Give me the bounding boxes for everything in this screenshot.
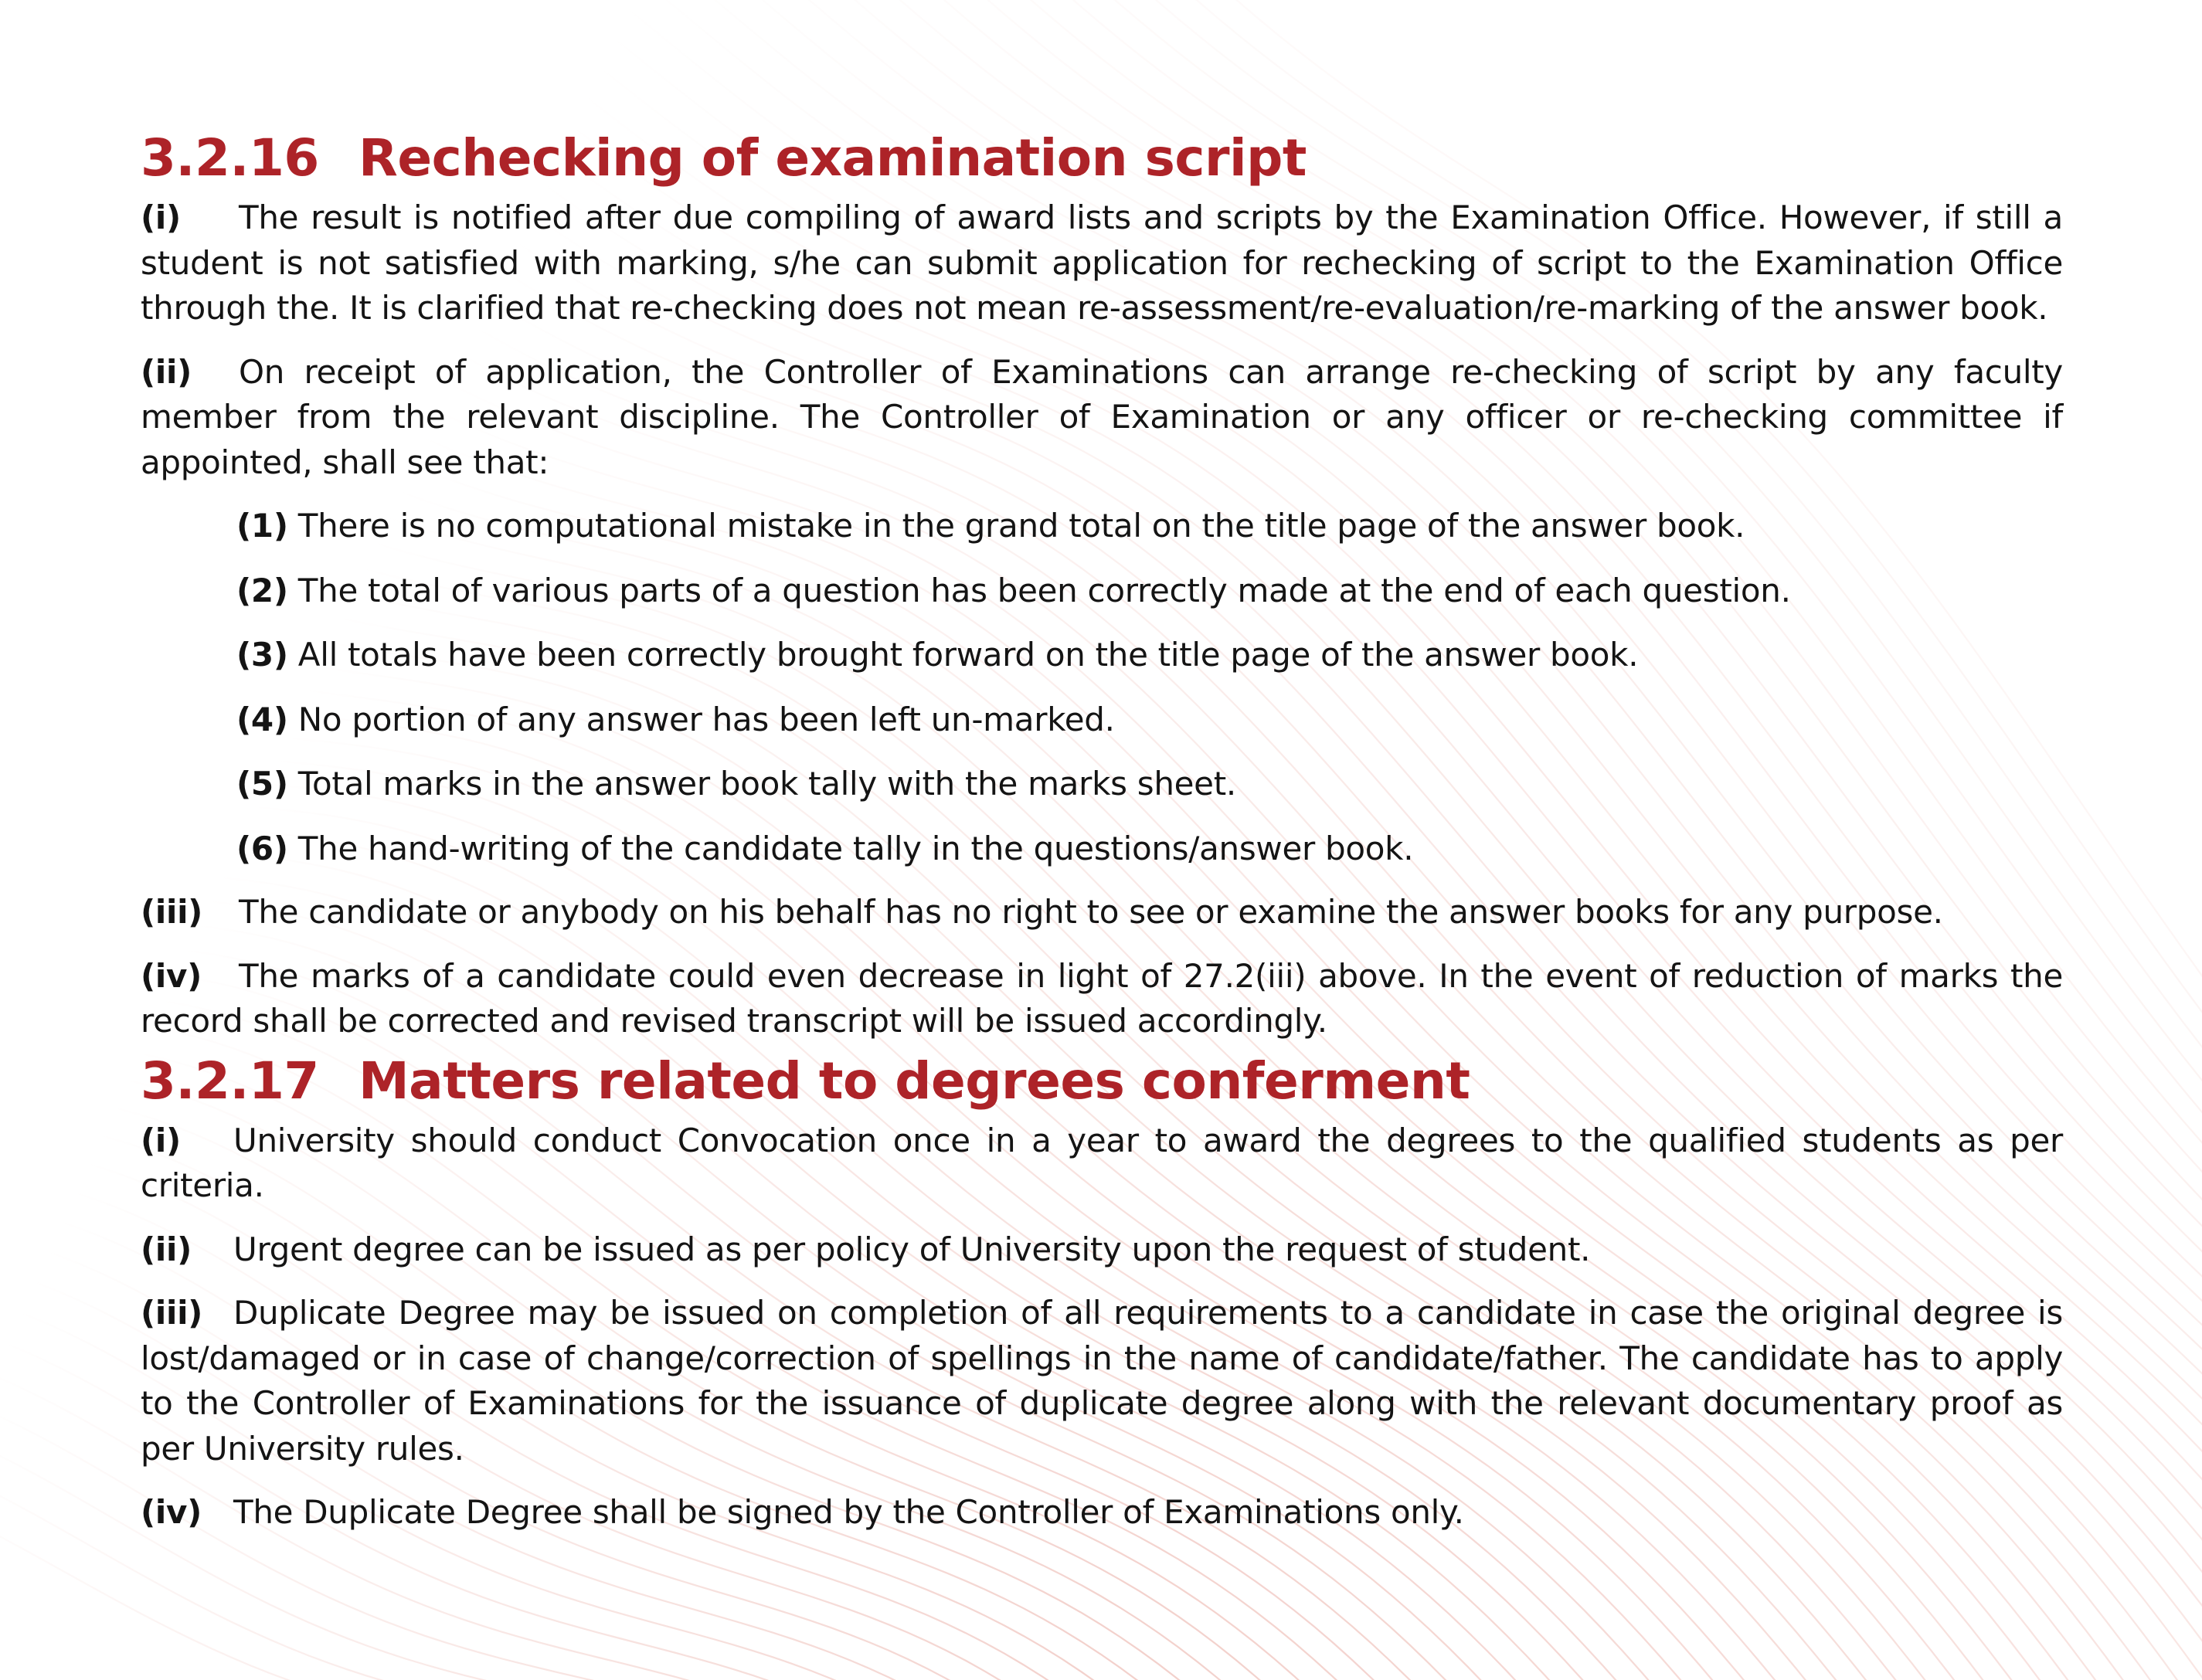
paragraph-3-2-16-i xyxy=(141,195,2063,331)
item-label: (iii) xyxy=(141,893,203,931)
item-text: Duplicate Degree may be issued on completion of all requirements to a candidate in case the original degree is lost/damaged or in case of change/correction of spellings in the name of candidate/father. The candidate has to apply to the Controller of Examinations for the issuance of duplicate degree along with the relevant documentary proof as per University rules. xyxy=(141,1294,2063,1468)
checklist-text: Total marks in the answer book tally with the marks sheet. xyxy=(297,765,1236,803)
item-label: (ii) xyxy=(141,352,192,391)
item-label: (ii) xyxy=(141,1230,192,1268)
checklist-text: The total of various parts of a question has been correctly made at the end of each question. xyxy=(297,571,1791,609)
item-label: (iv) xyxy=(141,956,202,995)
checklist-number: (1) xyxy=(236,507,288,545)
paragraph-3-2-16-iii xyxy=(141,890,2063,935)
item-label: (i) xyxy=(141,199,181,236)
checklist-item-3 xyxy=(236,633,2063,678)
document-page xyxy=(141,127,2063,1536)
item-text: The marks of a candidate could even decrease in light of 27.2(iii) above. In the event of reduction of marks the record shall be corrected and revised transcript will be issued accordingly. xyxy=(141,956,2063,1040)
checklist-number: (4) xyxy=(236,700,288,738)
checklist-number: (2) xyxy=(236,571,288,609)
paragraph-3-2-17-ii xyxy=(141,1227,2063,1273)
section-title: Rechecking of examination script xyxy=(359,128,1307,188)
item-text: Urgent degree can be issued as per policy of University upon the request of student. xyxy=(233,1230,1591,1268)
checklist-text: All totals have been correctly brought forward on the title page of the answer book. xyxy=(297,636,1639,674)
section-heading-3-2-17 xyxy=(141,1050,2063,1112)
checklist-number: (6) xyxy=(236,829,288,867)
item-text: The result is notified after due compiling of award lists and scripts by the Examination Office. However, if still a student is not satisfied with marking, s/he can submit application for rechecking of script to the Examination Office through the. It is clarified that re-checking does not mean re-assessment/re-evaluation/re-marking of the answer book. xyxy=(141,199,2063,327)
checklist-number: (3) xyxy=(236,636,288,674)
checklist-text: The hand-writing of the candidate tally in the questions/answer book. xyxy=(297,829,1414,867)
checklist-item-2 xyxy=(236,568,2063,614)
checklist-text: No portion of any answer has been left un-marked. xyxy=(297,700,1115,738)
paragraph-3-2-17-iii xyxy=(141,1291,2063,1471)
checklist-item-6 xyxy=(236,826,2063,872)
item-label: (iii) xyxy=(141,1294,203,1332)
item-label: (iv) xyxy=(141,1493,202,1531)
section-title: Matters related to degrees conferment xyxy=(359,1050,1470,1111)
item-label: (i) xyxy=(141,1121,181,1159)
item-text: The Duplicate Degree shall be signed by the Controller of Examinations only. xyxy=(233,1493,1464,1531)
paragraph-3-2-17-iv xyxy=(141,1490,2063,1536)
item-text: University should conduct Convocation once in a year to award the degrees to the qualified students as per criteria. xyxy=(141,1121,2063,1204)
checklist-text: There is no computational mistake in the grand total on the title page of the answer book. xyxy=(297,507,1745,545)
section-heading-3-2-16 xyxy=(141,127,2063,189)
item-text: On receipt of application, the Controller of Examinations can arrange re-checking of script by any faculty member from the relevant discipline. The Controller of Examination or any officer or re-checking committee if appointed, shall see that: xyxy=(141,352,2063,481)
item-text: The candidate or anybody on his behalf has no right to see or examine the answer books for any purpose. xyxy=(239,893,1943,931)
checklist-item-4 xyxy=(236,697,2063,743)
paragraph-3-2-17-i xyxy=(141,1118,2063,1209)
paragraph-3-2-16-ii xyxy=(141,350,2063,486)
rechecking-checklist xyxy=(141,504,2063,871)
checklist-item-1 xyxy=(236,504,2063,549)
checklist-item-5 xyxy=(236,762,2063,807)
section-number: 3.2.16 xyxy=(141,128,319,188)
paragraph-3-2-16-iv xyxy=(141,954,2063,1044)
checklist-number: (5) xyxy=(236,765,288,803)
section-number: 3.2.17 xyxy=(141,1050,319,1111)
